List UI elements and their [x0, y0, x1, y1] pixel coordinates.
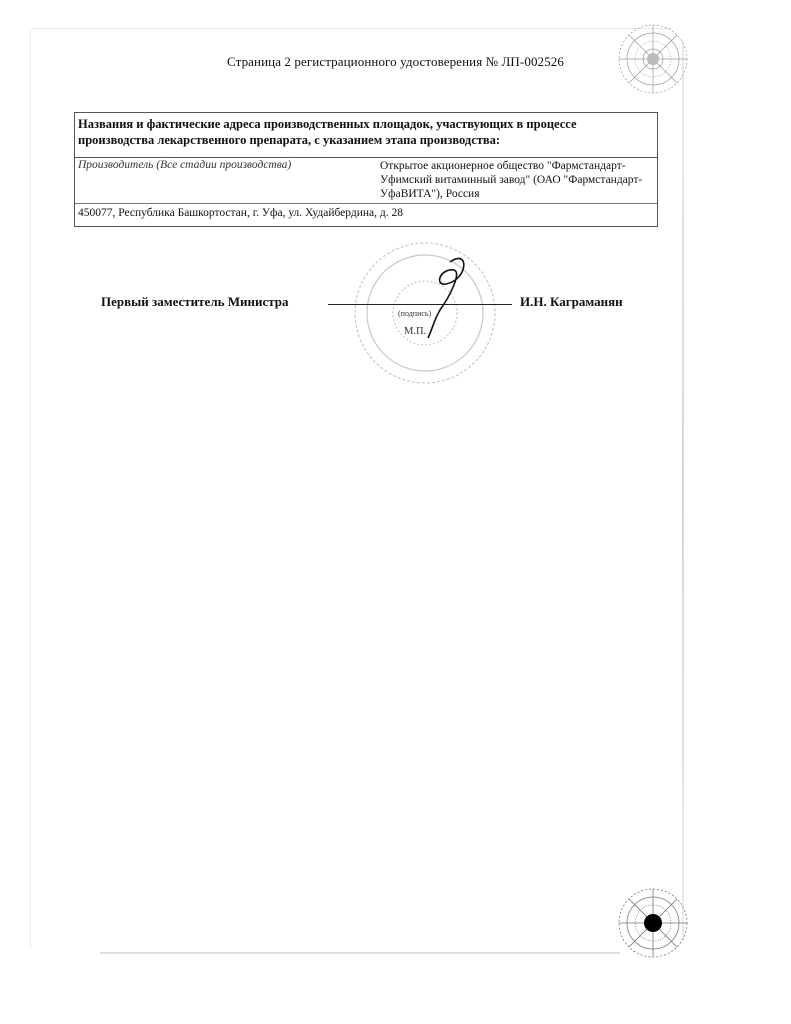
- table-heading-row: [75, 113, 657, 158]
- table-heading: Названия и фактические адреса производственных площадок, участвующих в процессе производства лекарственного препарата, с указанием этапа производства:: [78, 117, 577, 147]
- table-row-address: [75, 203, 657, 225]
- signature-caption: (подпись): [398, 309, 432, 318]
- production-sites-table: [74, 112, 658, 227]
- signatory-role: Первый заместитель Министра: [101, 294, 289, 309]
- page-edge-shadow: [682, 40, 684, 940]
- security-rosette-bottom: [616, 886, 690, 960]
- page-edge-shadow-bottom: [100, 952, 620, 954]
- producer-address: 450077, Республика Башкортостан, г. Уфа, ул. Худайбердина, д. 28: [78, 207, 403, 219]
- page-title: Страница 2 регистрационного удостоверения № ЛП-002526: [227, 54, 564, 69]
- seal-label: М.П.: [404, 326, 427, 337]
- table-row-producer: [75, 157, 657, 204]
- producer-label: Производитель (Все стадии производства): [78, 159, 292, 171]
- signatory-name: И.Н. Каграманян: [520, 294, 623, 309]
- producer-company: Открытое акционерное общество "Фармстандарт-Уфимский витаминный завод" (ОАО "Фармстандарт-УфаВИТА"), Россия: [380, 160, 643, 200]
